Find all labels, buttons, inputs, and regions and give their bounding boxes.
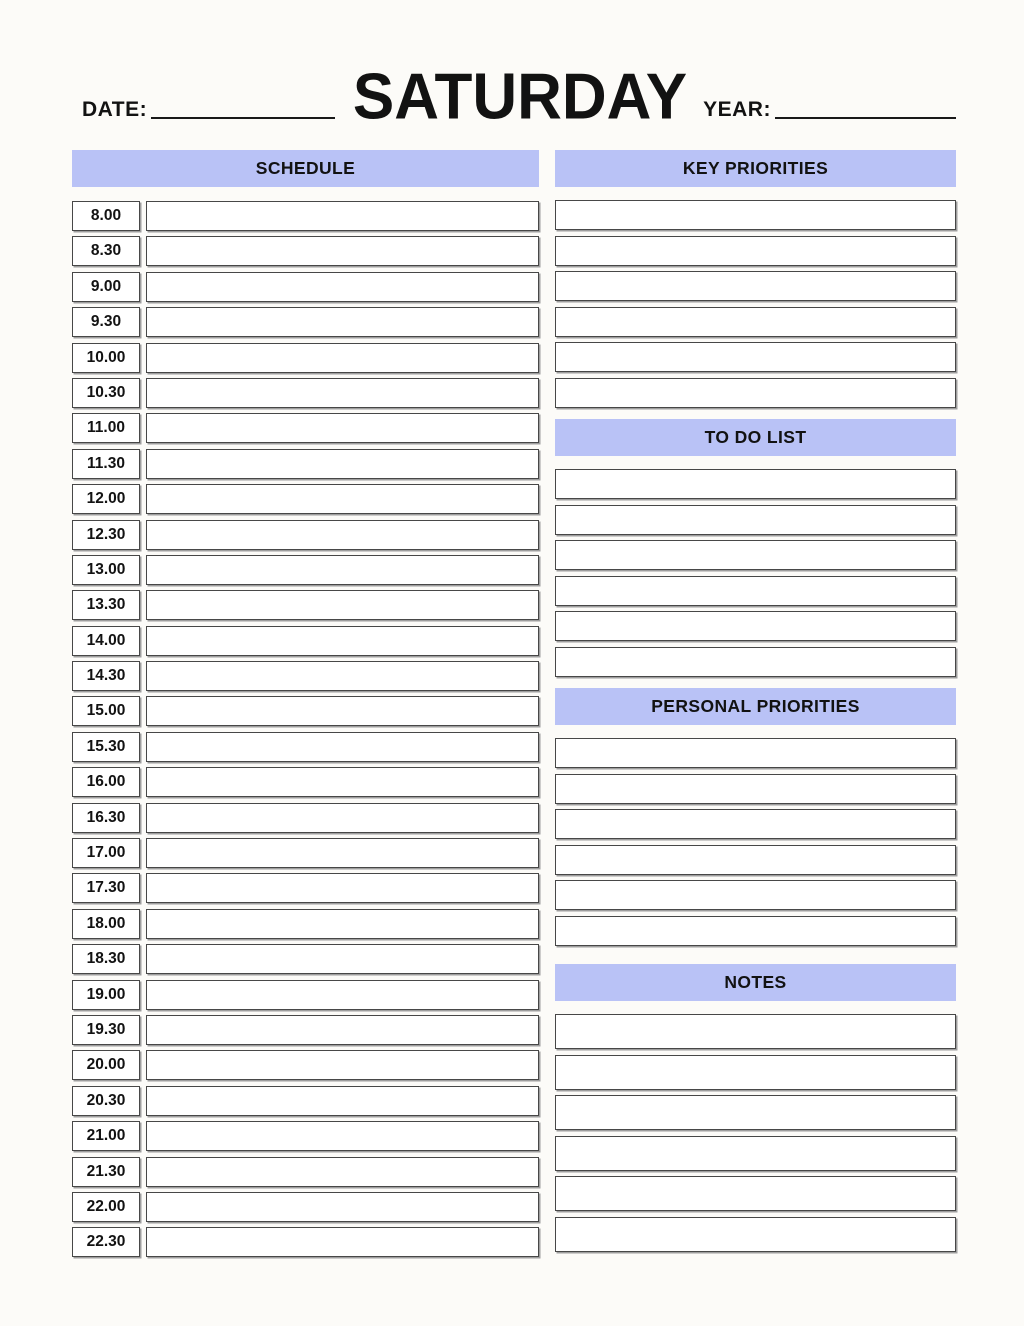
notes-blank-line xyxy=(555,1055,956,1090)
schedule-row xyxy=(72,1050,539,1080)
schedule-time-cell: 13.30 xyxy=(72,590,140,620)
personal-priorities-blank-line xyxy=(555,774,956,804)
schedule-entry-box xyxy=(146,272,539,302)
schedule-entry-box xyxy=(146,626,539,656)
key-priorities-section xyxy=(555,150,956,408)
schedule-time-cell: 16.00 xyxy=(72,767,140,797)
key-priorities-blank-line xyxy=(555,378,956,408)
schedule-row xyxy=(72,520,539,550)
schedule-row xyxy=(72,272,539,302)
schedule-heading: SCHEDULE xyxy=(72,150,539,187)
schedule-row xyxy=(72,201,539,231)
to-do-list-blank-line xyxy=(555,540,956,570)
schedule-row xyxy=(72,944,539,974)
schedule-entry-box xyxy=(146,1227,539,1257)
schedule-row xyxy=(72,343,539,373)
schedule-time-cell: 14.00 xyxy=(72,626,140,656)
schedule-row xyxy=(72,1121,539,1151)
schedule-section xyxy=(72,150,539,1263)
schedule-time-cell: 19.30 xyxy=(72,1015,140,1045)
schedule-time-cell: 15.00 xyxy=(72,696,140,726)
schedule-time-cell: 17.30 xyxy=(72,873,140,903)
schedule-entry-box xyxy=(146,1192,539,1222)
schedule-entry-box xyxy=(146,484,539,514)
schedule-time-cell: 22.30 xyxy=(72,1227,140,1257)
schedule-row xyxy=(72,1157,539,1187)
schedule-row xyxy=(72,732,539,762)
schedule-time-cell: 21.30 xyxy=(72,1157,140,1187)
schedule-entry-box xyxy=(146,413,539,443)
schedule-entry-box xyxy=(146,1015,539,1045)
personal-priorities-boxes xyxy=(555,738,956,946)
planner-body xyxy=(72,150,956,1263)
schedule-entry-box xyxy=(146,520,539,550)
schedule-entry-box xyxy=(146,449,539,479)
to-do-list-blank-line xyxy=(555,611,956,641)
year-field xyxy=(703,99,956,130)
schedule-time-cell: 8.00 xyxy=(72,201,140,231)
notes-blank-line xyxy=(555,1095,956,1130)
year-fill-line xyxy=(775,117,956,119)
schedule-row xyxy=(72,378,539,408)
schedule-entry-box xyxy=(146,1050,539,1080)
personal-priorities-blank-line xyxy=(555,880,956,910)
to-do-list-heading: TO DO LIST xyxy=(555,419,956,456)
date-fill-line xyxy=(151,117,335,119)
notes-boxes xyxy=(555,1014,956,1252)
schedule-row xyxy=(72,1015,539,1045)
schedule-entry-box xyxy=(146,590,539,620)
key-priorities-blank-line xyxy=(555,200,956,230)
schedule-row xyxy=(72,484,539,514)
schedule-time-cell: 9.00 xyxy=(72,272,140,302)
schedule-time-cell: 14.30 xyxy=(72,661,140,691)
date-label: DATE: xyxy=(82,98,148,121)
schedule-time-cell: 9.30 xyxy=(72,307,140,337)
schedule-entry-box xyxy=(146,201,539,231)
notes-heading: NOTES xyxy=(555,964,956,1001)
schedule-entry-box xyxy=(146,732,539,762)
personal-priorities-heading: PERSONAL PRIORITIES xyxy=(555,688,956,725)
schedule-time-cell: 8.30 xyxy=(72,236,140,266)
schedule-entry-box xyxy=(146,909,539,939)
schedule-row xyxy=(72,661,539,691)
right-column xyxy=(555,150,956,1263)
personal-priorities-section xyxy=(555,688,956,946)
schedule-time-cell: 16.30 xyxy=(72,803,140,833)
personal-priorities-blank-line xyxy=(555,845,956,875)
schedule-row xyxy=(72,980,539,1010)
schedule-entry-box xyxy=(146,236,539,266)
schedule-row xyxy=(72,236,539,266)
page-title: SATURDAY xyxy=(352,61,688,134)
schedule-row xyxy=(72,449,539,479)
schedule-entry-box xyxy=(146,1086,539,1116)
schedule-time-cell: 11.00 xyxy=(72,413,140,443)
schedule-row xyxy=(72,767,539,797)
key-priorities-blank-line xyxy=(555,271,956,301)
schedule-time-cell: 11.30 xyxy=(72,449,140,479)
notes-blank-line xyxy=(555,1014,956,1049)
schedule-time-cell: 15.30 xyxy=(72,732,140,762)
to-do-list-boxes xyxy=(555,469,956,677)
schedule-time-cell: 22.00 xyxy=(72,1192,140,1222)
to-do-list-blank-line xyxy=(555,647,956,677)
schedule-entry-box xyxy=(146,767,539,797)
notes-blank-line xyxy=(555,1136,956,1171)
schedule-time-cell: 17.00 xyxy=(72,838,140,868)
schedule-entry-box xyxy=(146,307,539,337)
notes-blank-line xyxy=(555,1176,956,1211)
schedule-row xyxy=(72,1192,539,1222)
schedule-time-cell: 10.30 xyxy=(72,378,140,408)
to-do-list-blank-line xyxy=(555,576,956,606)
schedule-time-cell: 18.00 xyxy=(72,909,140,939)
personal-priorities-blank-line xyxy=(555,738,956,768)
schedule-entry-box xyxy=(146,873,539,903)
schedule-row xyxy=(72,873,539,903)
to-do-list-blank-line xyxy=(555,505,956,535)
schedule-row xyxy=(72,413,539,443)
schedule-entry-box xyxy=(146,555,539,585)
personal-priorities-blank-line xyxy=(555,916,956,946)
schedule-time-cell: 12.00 xyxy=(72,484,140,514)
schedule-row xyxy=(72,696,539,726)
schedule-row xyxy=(72,803,539,833)
notes-section xyxy=(555,964,956,1252)
schedule-entry-box xyxy=(146,661,539,691)
page-header xyxy=(72,58,956,134)
key-priorities-blank-line xyxy=(555,342,956,372)
schedule-time-cell: 13.00 xyxy=(72,555,140,585)
schedule-row xyxy=(72,1086,539,1116)
schedule-row xyxy=(72,626,539,656)
year-label: YEAR: xyxy=(703,98,771,121)
schedule-time-cell: 12.30 xyxy=(72,520,140,550)
schedule-entry-box xyxy=(146,838,539,868)
schedule-row xyxy=(72,590,539,620)
schedule-row xyxy=(72,909,539,939)
schedule-time-cell: 21.00 xyxy=(72,1121,140,1151)
schedule-entry-box xyxy=(146,343,539,373)
schedule-entry-box xyxy=(146,378,539,408)
schedule-entry-box xyxy=(146,696,539,726)
schedule-entry-box xyxy=(146,803,539,833)
schedule-time-cell: 20.30 xyxy=(72,1086,140,1116)
to-do-list-section xyxy=(555,419,956,677)
schedule-time-cell: 20.00 xyxy=(72,1050,140,1080)
schedule-row xyxy=(72,838,539,868)
schedule-time-cell: 18.30 xyxy=(72,944,140,974)
schedule-entry-box xyxy=(146,980,539,1010)
schedule-time-cell: 19.00 xyxy=(72,980,140,1010)
schedule-time-cell: 10.00 xyxy=(72,343,140,373)
key-priorities-blank-line xyxy=(555,307,956,337)
to-do-list-blank-line xyxy=(555,469,956,499)
schedule-row xyxy=(72,1227,539,1257)
schedule-entry-box xyxy=(146,1157,539,1187)
schedule-row xyxy=(72,307,539,337)
key-priorities-heading: KEY PRIORITIES xyxy=(555,150,956,187)
personal-priorities-blank-line xyxy=(555,809,956,839)
date-field xyxy=(72,99,335,130)
key-priorities-blank-line xyxy=(555,236,956,266)
schedule-entry-box xyxy=(146,944,539,974)
schedule-rows xyxy=(72,201,539,1257)
key-priorities-boxes xyxy=(555,200,956,408)
notes-blank-line xyxy=(555,1217,956,1252)
schedule-row xyxy=(72,555,539,585)
schedule-entry-box xyxy=(146,1121,539,1151)
